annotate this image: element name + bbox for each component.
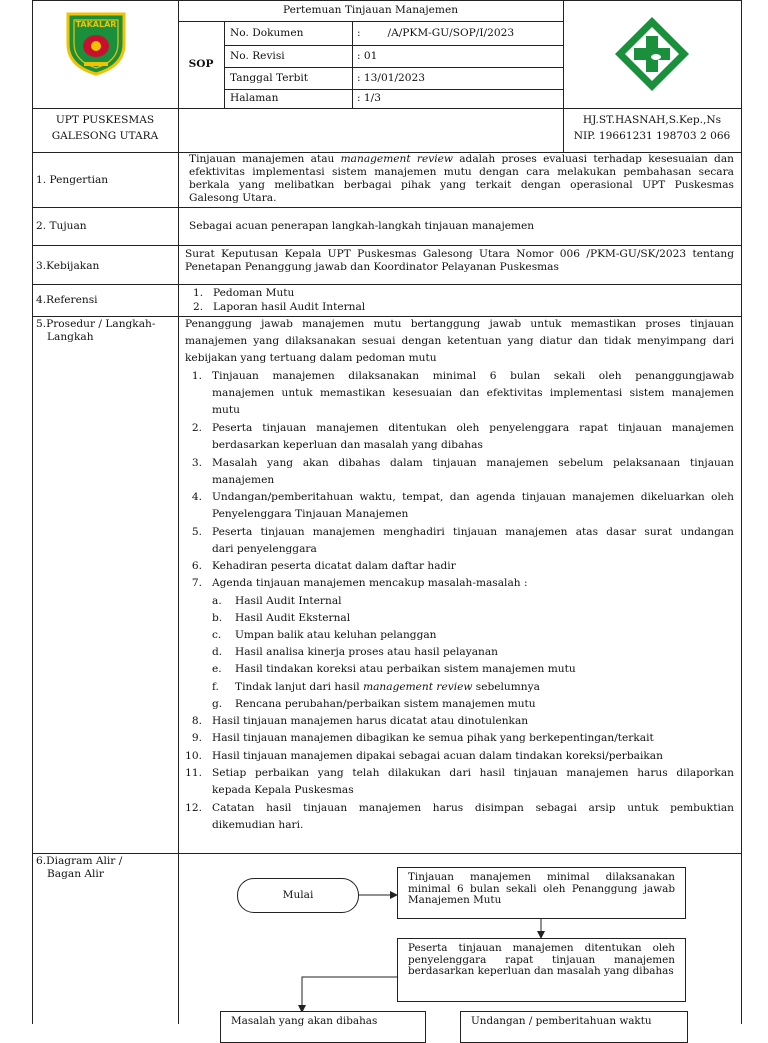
pengertian-term-italic: management review [340,153,453,165]
step-num-4: 4. [191,491,202,503]
step-num-8: 8. [191,715,202,727]
step-12 [212,800,734,834]
sub-item-e: Hasil tindakan koreksi atau perbaikan sistem manajemen mutu [235,663,576,675]
sub-letter-d: d. [212,646,223,658]
flowchart-box-2-text: Peserta tinjauan manajemen ditentukan oleh penyelenggara rapat tinjauan manajemen berdasarkan keperluan dan masalah yang dibahas [408,942,675,977]
label-pengertian: 1. Pengertian [36,174,109,186]
step-9: Hasil tinjauan manajemen dibagikan ke semua pihak yang berkepentingan/terkait [212,732,654,744]
kebijakan-line2: Penetapan Penanggung jawab dan Koordinator Pelayanan Puskesmas [185,261,559,273]
tujuan-text: Sebagai acuan penerapan langkah-langkah tinjauan manajemen [189,220,535,232]
sub-letter-g: g. [212,698,223,710]
step-num-10: 10. [185,750,202,762]
step-num-2: 2. [191,422,202,434]
sub-letter-e: e. [212,663,222,675]
sub-item-c: Umpan balik atau keluhan pelanggan [235,629,437,641]
step-11-line2: kepada Kepala Puskesmas [212,784,354,796]
step-num-1: 1. [191,370,202,382]
puskesmas-logo [612,14,692,94]
signer-nip: NIP. 19661231 198703 2 066 [573,130,731,142]
field-value-tanggal-terbit: : 13/01/2023 [357,72,425,84]
label-diagram-line2: Bagan Alir [47,868,104,880]
pengertian-line2: efektivitas implementasi sistem manajemen mutu dengan cara melakukan pembahasan secara [189,166,734,178]
prosedur-intro-line2: manajemen yang dilaksanakan sesuai dengan ketentuan yang diatur dan tidak menyimpang dari [185,335,734,347]
sub-item-a: Hasil Audit Internal [235,595,342,607]
prosedur-intro [185,316,734,367]
pengertian-line1c: adalah proses evaluasi terhadap kesesuaian dan [452,153,734,165]
step-3-line1: Masalah yang akan dibahas dalam tinjauan manajemen sebelum pelaksanaan tinjauan [212,457,734,469]
sub-letter-a: a. [212,595,222,607]
referensi-item-1: Pedoman Mutu [213,287,295,299]
takalar-logo [62,8,130,76]
flowchart-box-1 [397,867,686,919]
label-kebijakan: 3.Kebijakan [36,260,100,272]
sub-letter-b: b. [212,612,223,624]
referensi-num-2: 2. [193,301,204,313]
step-5 [212,524,734,558]
step-5-line2: dari penyelenggara [212,543,317,555]
signer-name: HJ.ST.HASNAH,S.Kep.,Ns [582,114,722,126]
step-2-line2: berdasarkan keperluan dan masalah yang dibahas [212,439,483,451]
sub-item-f-italic: management review [363,681,473,693]
sub-item-f-text: Tindak lanjut dari hasil [235,681,364,693]
step-num-5: 5. [191,526,202,538]
label-tujuan: 2. Tujuan [36,220,87,232]
step-8: Hasil tinjauan manajemen harus dicatat atau dinotulenkan [212,715,529,727]
step-12-line2: dikemudian hari. [212,819,304,831]
sub-item-g: Rencana perubahan/perbaikan sistem manajemen mutu [235,698,536,710]
step-num-7: 7. [191,577,202,589]
step-num-6: 6. [191,560,202,572]
org-name-line1: UPT PUSKESMAS [55,114,155,126]
flowchart-start [237,878,359,913]
takalar-logo-text: TAKALAR [75,20,117,29]
flowchart-box-4-text: Undangan / pemberitahuan waktu [471,1015,652,1027]
step-10: Hasil tinjauan manajemen dipakai sebagai acuan dalam tindakan koreksi/perbaikan [212,750,663,762]
step-num-12: 12. [185,802,202,814]
field-value-halaman: : 1/3 [357,92,381,104]
pengertian-text [189,153,734,205]
step-11-line1: Setiap perbaikan yang telah dilakukan dari hasil tinjauan manajemen harus dilaporkan [212,767,734,779]
step-3-line2: manajemen [212,474,275,486]
sub-item-b: Hasil Audit Eksternal [235,612,351,624]
step-1 [212,368,734,419]
referensi-num-1: 1. [193,287,204,299]
pengertian-line3: berkala yang melibatkan berbagai pihak yang terkait dengan operasional UPT Puskesmas [189,179,734,191]
step-3 [212,455,734,489]
sop-label: SOP [188,58,214,70]
step-4-line2: Penyelenggara Tinjauan Manajemen [212,508,409,520]
sub-letter-c: c. [212,629,222,641]
field-value-no-revisi: : 01 [357,50,378,62]
field-label-no-revisi: No. Revisi [230,50,285,62]
flowchart-box-4 [460,1011,688,1043]
pengertian-line1a: Tinjauan manajemen atau [189,153,341,165]
referensi-item-2: Laporan hasil Audit Internal [213,301,366,313]
step-2 [212,420,734,454]
step-1-line1: Tinjauan manajemen dilaksanakan minimal 6 bulan sekali oleh penanggungjawab [212,370,734,382]
step-4-line1: Undangan/pemberitahuan waktu, tempat, dan agenda tinjauan manajemen dikeluarkan oleh [212,491,734,503]
field-label-no-dokumen: No. Dokumen [230,27,304,39]
step-1-line3: mutu [212,404,240,416]
label-prosedur-line2: Langkah [47,331,94,343]
field-label-halaman: Halaman [230,92,279,104]
org-name-line2: GALESONG UTARA [51,130,159,142]
step-num-9: 9. [191,732,202,744]
label-referensi: 4.Referensi [36,294,98,306]
field-value-no-dokumen: : /A/PKM-GU/SOP/I/2023 [357,27,515,39]
label-diagram-line1: 6.Diagram Alir / [36,855,123,867]
document-title: Pertemuan Tinjauan Manajemen [282,4,459,16]
flowchart-box-3-text: Masalah yang akan dibahas [231,1015,378,1027]
step-12-line1: Catatan hasil tinjauan manajemen harus disimpan sebagai arsip untuk pembuktian [212,802,734,814]
step-5-line1: Peserta tinjauan manajemen menghadiri tinjauan manajemen atas dasar surat undangan [212,526,734,538]
field-label-tanggal-terbit: Tanggal Terbit [230,72,309,84]
kebijakan-line1: Surat Keputusan Kepala UPT Puskesmas Galesong Utara Nomor 006 /PKM-GU/SK/2023 tentang [185,248,734,260]
connector-box2-box3 [302,977,397,1011]
flowchart-box-3 [220,1011,426,1043]
label-prosedur-line1: 5.Prosedur / Langkah- [36,318,156,330]
flowchart-box-2 [397,938,686,1002]
sub-item-f [235,679,540,696]
step-1-line2: manajemen untuk memastikan kesesuaian dan efektivitas implementasi sistem manajemen [212,387,734,399]
step-num-3: 3. [191,457,202,469]
kebijakan-text [185,248,734,274]
step-4 [212,489,734,523]
step-11 [212,765,734,799]
pengertian-line4: Galesong Utara. [189,192,277,204]
sub-item-f-tail: sebelumnya [472,681,540,693]
step-6: Kehadiran peserta dicatat dalam daftar hadir [212,560,456,572]
sub-letter-f: f. [212,681,219,693]
sub-item-d: Hasil analisa kinerja proses atau hasil pelayanan [235,646,498,658]
prosedur-intro-line3: kebijakan yang tertuang dalam pedoman mutu [185,352,437,364]
step-num-11: 11. [185,767,202,779]
step-7: Agenda tinjauan manajemen mencakup masalah-masalah : [212,577,528,589]
step-2-line1: Peserta tinjauan manajemen ditentukan oleh penyelenggara rapat tinjauan manajemen [212,422,734,434]
flowchart-start-label: Mulai [282,889,314,901]
prosedur-intro-line1: Penanggung jawab manajemen mutu bertanggung jawab untuk memastikan proses tinjauan [185,318,734,330]
flowchart-box-1-text: Tinjauan manajemen minimal dilaksanakan minimal 6 bulan sekali oleh Penanggung jawab Manajemen Mutu [408,871,675,906]
